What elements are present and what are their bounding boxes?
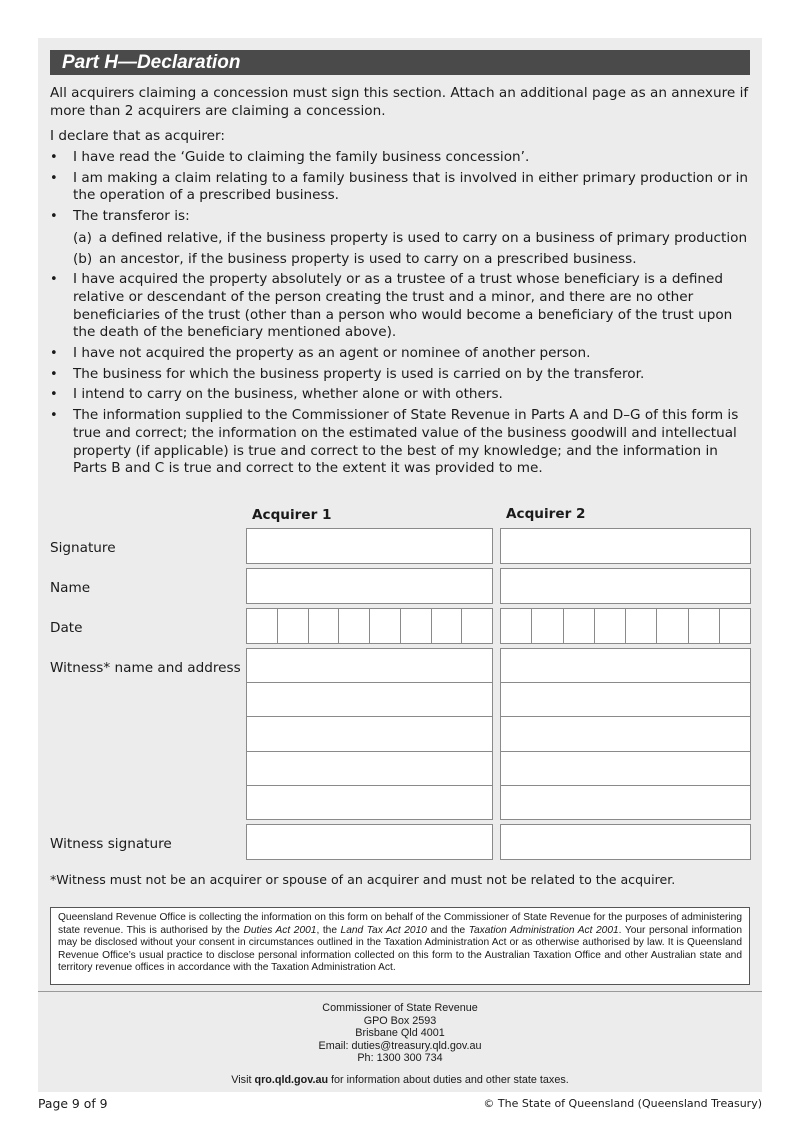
list-item: • I have acquired the property absolutely or as a trustee of a trust whose beneficiary is a defined relative or descendant of the person creating the trust and a minor, and there are no other beneficiaries of the trust (other than a person who would become a beneficiary of the trust upon the death of the beneficiary mentioned above).	[50, 271, 733, 341]
contact-org: Commissioner of State Revenue	[322, 1002, 478, 1014]
website-link[interactable]: qro.qld.gov.au	[254, 1074, 329, 1086]
list-item: • I have not acquired the property as an agent or nominee of another person.	[50, 345, 591, 362]
declaration-panel	[38, 38, 762, 1092]
declaration-list	[50, 149, 752, 478]
bullet-icon: •	[50, 408, 58, 424]
contact-email: Email: duties@treasury.qld.gov.au	[318, 1039, 482, 1052]
bullet-icon: •	[50, 272, 58, 288]
list-item: • The information supplied to the Commissioner of State Revenue in Parts A and D–G of this form is true and correct; the information on the estimated value of the business goodwill and intellectual property (if applicable) is true and correct to the best of my knowledge; and the information in Parts B and C is true and correct to the extent it was provided to me.	[50, 407, 739, 477]
acquirer-2-witness-field[interactable]	[500, 648, 751, 820]
divider	[38, 991, 762, 992]
acquirer-2-signature-field[interactable]	[500, 528, 751, 564]
list-item: • I have read the ‘Guide to claiming the family business concession’.	[50, 149, 530, 165]
transferor-option-a: (a) a defined relative, if the business property is used to carry on a business of primary production	[73, 229, 748, 246]
bullet-icon: •	[50, 209, 58, 225]
transferor-options	[73, 230, 752, 268]
contact-po-box: GPO Box 2593	[363, 1014, 437, 1027]
acquirer-2-witness-signature-field[interactable]	[500, 824, 751, 860]
contact-phone: Ph: 1300 300 734	[357, 1052, 443, 1065]
contact-block	[38, 1002, 762, 1065]
acquirer-1-witness-field[interactable]	[246, 648, 493, 820]
signature-label: Signature	[50, 540, 116, 556]
bullet-icon: •	[50, 170, 58, 186]
acquirer-1-date-field[interactable]	[246, 608, 493, 644]
page-number: Page 9 of 9	[38, 1096, 108, 1111]
section-title: Part H—Declaration	[62, 52, 241, 73]
visit-line: Visit qro.qld.gov.au for information about duties and other state taxes.	[231, 1074, 569, 1086]
transferor-option-b: (b) an ancestor, if the business property is used to carry on a prescribed business.	[73, 250, 637, 267]
bullet-icon: •	[50, 366, 58, 382]
list-item: • I intend to carry on the business, whether alone or with others.	[50, 386, 503, 403]
list-item: • The business for which the business property is used is carried on by the transferor.	[50, 365, 645, 382]
date-label: Date	[50, 620, 83, 636]
declare-line: I declare that as acquirer:	[50, 128, 225, 144]
name-label: Name	[50, 580, 91, 596]
bullet-icon: •	[50, 150, 58, 165]
acquirer-2-date-field[interactable]	[500, 608, 751, 644]
list-item: • The transferor is: (a) a defined relative, if the business property is used to carry on a business of primary production (b) an ancestor, if the business property is used to carry on a prescribed business.	[50, 208, 752, 268]
witness-label: Witness* name and address	[50, 660, 241, 676]
privacy-notice: Queensland Revenue Office is collecting the information on this form on behalf of the Commissioner of State Revenue for the purposes of administering state revenue. This is authorised by the Duties Act 2001, the Land Tax Act 2010 and the Taxation Administration Act 2001. Your personal information may be disclosed without your consent in circumstances outlined in the Taxation Administration Act or as otherwise authorised by law. It is Queensland Revenue Office’s usual practice to disclose personal information collected on this form to the Australian Taxation Office and other Australian state and territory revenue offices in accordance with the Taxation Administration Act.	[50, 907, 750, 985]
acquirer-2-name-field[interactable]	[500, 568, 751, 604]
witness-signature-label: Witness signature	[50, 836, 172, 852]
acquirer-1-heading: Acquirer 1	[252, 507, 332, 523]
copyright: © The State of Queensland (Queensland Treasury)	[483, 1097, 762, 1110]
list-item: • I am making a claim relating to a family business that is involved in either primary production or in the operation of a prescribed business.	[50, 169, 749, 204]
bullet-icon: •	[50, 387, 58, 403]
witness-footnote: *Witness must not be an acquirer or spouse of an acquirer and must not be related to the acquirer.	[50, 872, 676, 887]
intro-text: All acquirers claiming a concession must sign this section. Attach an additional page as an annexure if more than 2 acquirers are claiming a concession.	[50, 85, 749, 119]
contact-city: Brisbane Qld 4001	[355, 1027, 445, 1040]
section-header	[50, 50, 750, 75]
acquirer-2-heading: Acquirer 2	[506, 506, 586, 522]
acquirer-1-witness-signature-field[interactable]	[246, 824, 493, 860]
acquirer-1-signature-field[interactable]	[246, 528, 493, 564]
bullet-icon: •	[50, 346, 58, 362]
acquirer-1-name-field[interactable]	[246, 568, 493, 604]
